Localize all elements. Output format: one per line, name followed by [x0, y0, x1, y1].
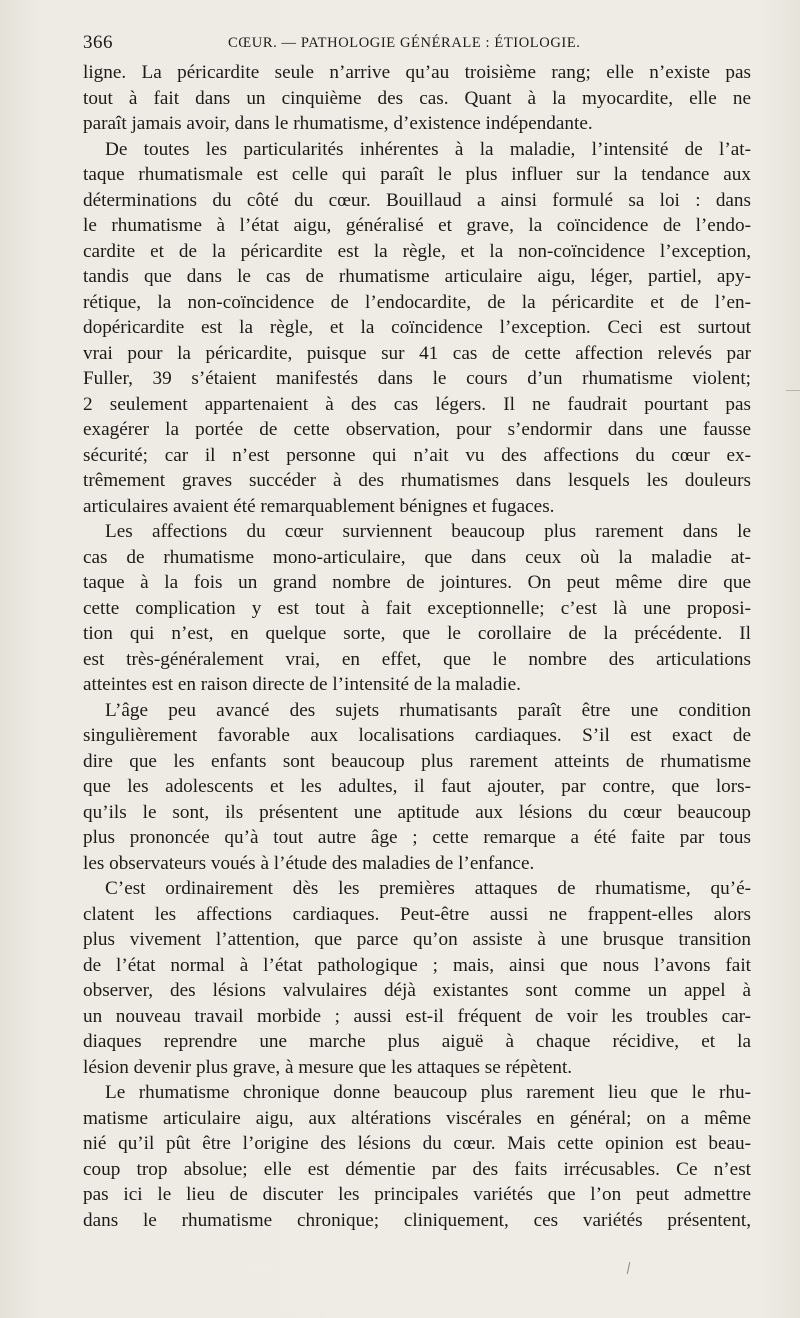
text-line: tion qui n’est, en quelque sorte, que le corollaire de la précédente. Il: [83, 623, 751, 644]
text-line: les observateurs voués à l’étude des maladies de l’enfance.: [83, 852, 535, 874]
text-line: rétique, la non-coïncidence de l’endocardite, de la péricardite et de l’en-: [83, 291, 751, 313]
text-line: De toutes les particularités inhérentes à la maladie, l’intensité de l’at-: [105, 138, 751, 160]
text-line: qu’ils le sont, ils présentent une aptitude aux lésions du cœur beaucoup: [83, 801, 751, 823]
text-line: diaques reprendre une marche plus aiguë à chaque récidive, et la: [83, 1031, 751, 1052]
text-line: singulièrement favorable aux localisations cardiaques. S’il est exact de: [83, 725, 751, 746]
text-line: dans le rhumatisme chronique; cliniquement, ces variétés présentent,: [83, 1209, 751, 1231]
page-number: 366: [83, 32, 113, 53]
text-line: pas ici le lieu de discuter les principales variétés que l’on peut admettre: [83, 1184, 751, 1205]
text-line: coup trop absolue; elle est démentie par des faits irrécusables. Ce n’est: [83, 1158, 751, 1180]
text-line: cette complication y est tout à fait exceptionnelle; c’est là une proposi-: [83, 597, 751, 619]
text-line: trêmement graves succéder à des rhumatismes dans lesquels les douleurs: [83, 470, 751, 491]
text-line: plus prononcée qu’à tout autre âge ; cette remarque a été faite par tous: [83, 827, 751, 848]
text-line: L’âge peu avancé des sujets rhumatisants paraît être une condition: [105, 699, 751, 721]
text-line: est très-généralement vrai, en effet, que le nombre des articulations: [83, 648, 751, 670]
text-line: de l’état normal à l’état pathologique ; mais, ainsi que nous l’avons fait: [83, 954, 751, 976]
text-line: plus vivement l’attention, que parce qu’on assiste à une brusque transition: [83, 929, 751, 950]
text-line: déterminations du côté du cœur. Bouillaud a ainsi formulé sa loi : dans: [83, 189, 751, 211]
text-line: taque rhumatismale est celle qui paraît le plus influer sur la tendance aux: [83, 164, 751, 185]
text-line: tout à fait dans un cinquième des cas. Quant à la myocardite, elle ne: [83, 87, 751, 109]
text-line: Le rhumatisme chronique donne beaucoup plus rarement lieu que le rhu-: [105, 1082, 751, 1103]
text-line: sécurité; car il n’est personne qui n’ait vu des affections du cœur ex-: [83, 444, 751, 466]
text-line: que les adolescents et les adultes, il faut ajouter, par contre, que lors-: [83, 776, 751, 797]
text-line: lésion devenir plus grave, à mesure que les attaques se répètent.: [83, 1056, 573, 1078]
text-line: dire que les enfants sont beaucoup plus rarement atteints de rhumatisme: [83, 750, 751, 772]
text-line: Fuller, 39 s’étaient manifestés dans le cours d’un rhumatisme violent;: [83, 368, 751, 389]
text-line: un nouveau travail morbide ; aussi est-il fréquent de voir les troubles car-: [83, 1005, 751, 1027]
text-line: vrai pour la péricardite, puisque sur 41 cas de cette affection relevés par: [83, 342, 751, 364]
text-line: ligne. La péricardite seule n’arrive qu’au troisième rang; elle n’existe pas: [83, 62, 751, 83]
text-line: C’est ordinairement dès les premières attaques de rhumatisme, qu’é-: [105, 878, 751, 899]
text-line: matisme articulaire aigu, aux altérations viscérales en général; on a même: [83, 1107, 751, 1129]
text-line: cas de rhumatisme mono-articulaire, que dans ceux où la maladie at-: [83, 546, 751, 568]
text-line: paraît jamais avoir, dans le rhumatisme, d’existence indépendante.: [83, 113, 593, 134]
text-line: atteintes est en raison directe de l’intensité de la maladie.: [83, 674, 521, 695]
text-line: cardite et de la péricardite est la règle, et la non-coïncidence l’exception,: [83, 240, 751, 262]
text-line: taque à la fois un grand nombre de jointures. On peut même dire que: [83, 572, 751, 593]
text-line: tandis que dans le cas de rhumatisme articulaire aigu, léger, partiel, apy-: [83, 266, 751, 287]
page-header: [83, 32, 770, 58]
text-line: articulaires avaient été remarquablement bénignes et fugaces.: [83, 495, 555, 517]
text-line: le rhumatisme à l’état aigu, généralisé et grave, la coïncidence de l’endo-: [83, 215, 751, 236]
body-text: [83, 60, 751, 1233]
text-line: observer, des lésions valvulaires déjà existantes sont comme un appel à: [83, 980, 751, 1001]
running-head: CŒUR. — PATHOLOGIE GÉNÉRALE : ÉTIOLOGIE.: [228, 35, 581, 51]
text-line: clatent les affections cardiaques. Peut-être aussi ne frappent-elles alors: [83, 903, 751, 925]
text-line: nié qu’il pût être l’origine des lésions du cœur. Mais cette opinion est beau-: [83, 1133, 751, 1154]
page-speck: [627, 1262, 630, 1274]
text-line: exagérer la portée de cette observation, pour s’endormir dans une fausse: [83, 419, 751, 440]
margin-mark: [786, 390, 800, 391]
text-line: dopéricardite est la règle, et la coïncidence l’exception. Ceci est surtout: [83, 317, 751, 338]
text-line: Les affections du cœur surviennent beaucoup plus rarement dans le: [105, 521, 751, 542]
text-line: 2 seulement appartenaient à des cas légers. Il ne faudrait pourtant pas: [83, 393, 751, 415]
